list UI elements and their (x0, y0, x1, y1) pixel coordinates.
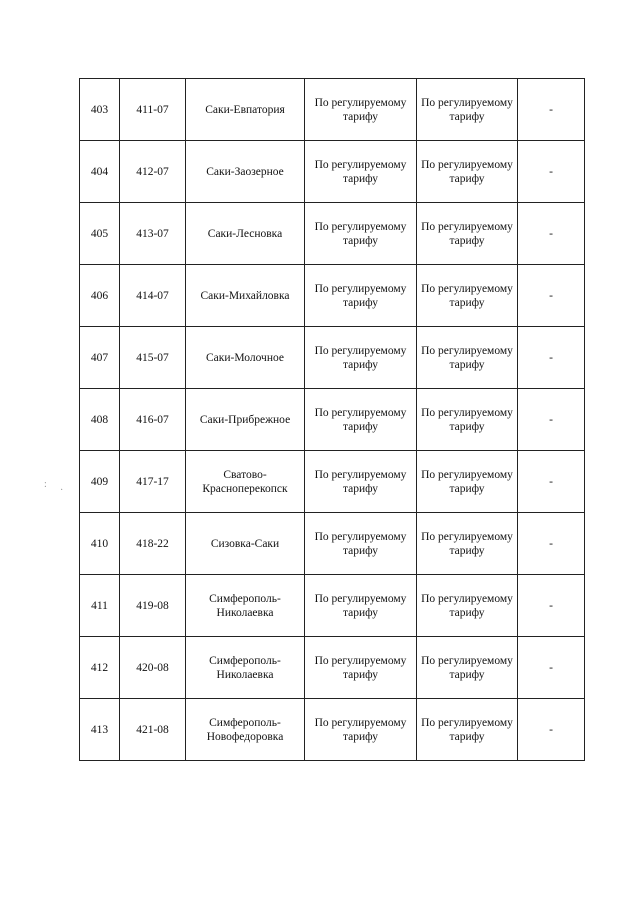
table-row (80, 327, 585, 389)
route-name-cell: Саки-Заозерное (186, 141, 305, 203)
route-code-cell: 415-07 (120, 327, 186, 389)
route-name-cell: Сизовка-Саки (186, 513, 305, 575)
route-code-cell: 421-08 (120, 699, 186, 761)
tariff-cell: По регулируемому тарифу (417, 513, 518, 575)
table-row (80, 141, 585, 203)
row-number-cell: 412 (80, 637, 120, 699)
tariff-cell: По регулируемому тарифу (417, 141, 518, 203)
route-name-cell: Саки-Прибрежное (186, 389, 305, 451)
route-name-cell: Сватово-Красноперекопск (186, 451, 305, 513)
table-row (80, 203, 585, 265)
extra-cell: - (518, 141, 585, 203)
tariff-cell: По регулируемому тарифу (305, 327, 417, 389)
table-row (80, 575, 585, 637)
table-body (80, 79, 585, 761)
tariff-cell: По регулируемому тарифу (305, 203, 417, 265)
route-name-cell: Саки-Молочное (186, 327, 305, 389)
table-row (80, 265, 585, 327)
route-code-cell: 412-07 (120, 141, 186, 203)
row-number-cell: 406 (80, 265, 120, 327)
tariff-cell: По регулируемому тарифу (417, 451, 518, 513)
tariff-cell: По регулируемому тарифу (305, 699, 417, 761)
extra-cell: - (518, 79, 585, 141)
route-name-cell: Симферополь-Николаевка (186, 637, 305, 699)
tariff-cell: По регулируемому тарифу (417, 699, 518, 761)
route-code-cell: 413-07 (120, 203, 186, 265)
extra-cell: - (518, 203, 585, 265)
tariff-cell: По регулируемому тарифу (305, 575, 417, 637)
route-name-cell: Симферополь-Новофедоровка (186, 699, 305, 761)
route-name-cell: Симферополь-Николаевка (186, 575, 305, 637)
row-number-cell: 408 (80, 389, 120, 451)
tariff-cell: По регулируемому тарифу (305, 141, 417, 203)
row-number-cell: 409 (80, 451, 120, 513)
tariff-cell: По регулируемому тарифу (417, 327, 518, 389)
extra-cell: - (518, 327, 585, 389)
tariff-cell: По регулируемому тарифу (417, 79, 518, 141)
route-name-cell: Саки-Лесновка (186, 203, 305, 265)
route-code-cell: 416-07 (120, 389, 186, 451)
row-number-cell: 405 (80, 203, 120, 265)
row-number-cell: 404 (80, 141, 120, 203)
tariff-cell: По регулируемому тарифу (305, 389, 417, 451)
route-name-cell: Саки-Евпатория (186, 79, 305, 141)
tariff-cell: По регулируемому тарифу (417, 389, 518, 451)
tariff-cell: По регулируемому тарифу (417, 575, 518, 637)
route-tariff-table (79, 78, 585, 761)
extra-cell: - (518, 637, 585, 699)
route-code-cell: 420-08 (120, 637, 186, 699)
route-code-cell: 411-07 (120, 79, 186, 141)
scan-artifact-mark: : (44, 479, 47, 490)
table-row (80, 699, 585, 761)
route-name-cell: Саки-Михайловка (186, 265, 305, 327)
route-code-cell: 414-07 (120, 265, 186, 327)
table-row (80, 79, 585, 141)
tariff-cell: По регулируемому тарифу (305, 513, 417, 575)
extra-cell: - (518, 265, 585, 327)
tariff-cell: По регулируемому тарифу (305, 265, 417, 327)
row-number-cell: 403 (80, 79, 120, 141)
route-code-cell: 417-17 (120, 451, 186, 513)
table-row (80, 637, 585, 699)
tariff-cell: По регулируемому тарифу (417, 203, 518, 265)
scan-artifact-mark: · (60, 485, 64, 496)
extra-cell: - (518, 451, 585, 513)
tariff-cell: По регулируемому тарифу (305, 637, 417, 699)
tariff-cell: По регулируемому тарифу (305, 79, 417, 141)
table-row (80, 389, 585, 451)
table-row (80, 451, 585, 513)
tariff-cell: По регулируемому тарифу (417, 637, 518, 699)
extra-cell: - (518, 699, 585, 761)
tariff-cell: По регулируемому тарифу (305, 451, 417, 513)
extra-cell: - (518, 513, 585, 575)
row-number-cell: 410 (80, 513, 120, 575)
table-row (80, 513, 585, 575)
route-code-cell: 419-08 (120, 575, 186, 637)
row-number-cell: 413 (80, 699, 120, 761)
extra-cell: - (518, 575, 585, 637)
route-code-cell: 418-22 (120, 513, 186, 575)
tariff-cell: По регулируемому тарифу (417, 265, 518, 327)
row-number-cell: 407 (80, 327, 120, 389)
row-number-cell: 411 (80, 575, 120, 637)
extra-cell: - (518, 389, 585, 451)
